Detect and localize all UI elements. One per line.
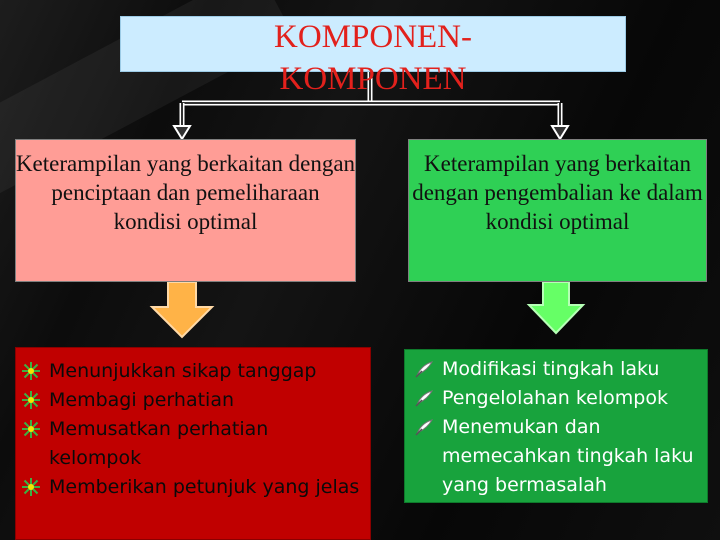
right-list-item-text: Pengelolahan kelompok [442,387,668,409]
right-category-text: Keterampilan yang berkaitan dengan pengembalian ke dalam kondisi optimal [412,151,703,234]
diagram-title: KOMPONEN- KOMPONEN [274,19,472,97]
right-list-item-text: Menemukan dan memecahkan tingkah laku yang bermasalah [442,416,694,496]
list-item [19,357,364,386]
list-item [19,473,364,502]
feather-icon [414,359,434,379]
left-bullet-list [19,357,364,502]
left-list-item-text: Memberikan petunjuk yang jelas [49,476,360,498]
feather-icon [414,417,434,437]
starburst-icon [21,390,41,410]
feather-icon [414,388,434,408]
left-list-item-text: Memusatkan perhatian kelompok [49,418,269,469]
list-item [412,413,702,500]
list-item [412,355,702,384]
list-item [19,386,364,415]
list-item [412,384,702,413]
starburst-icon [21,419,41,439]
starburst-icon [21,477,41,497]
left-category-text: Keterampilan yang berkaitan dengan penciptaan dan pemeliharaan kondisi optimal [15,151,356,234]
list-item [19,415,364,473]
left-list-item-text: Menunjukkan sikap tanggap [49,360,317,382]
starburst-icon [21,361,41,381]
right-list-item-text: Modifikasi tingkah laku [442,358,660,380]
right-bullet-list [412,355,702,500]
left-list-item-text: Membagi perhatian [49,389,234,411]
